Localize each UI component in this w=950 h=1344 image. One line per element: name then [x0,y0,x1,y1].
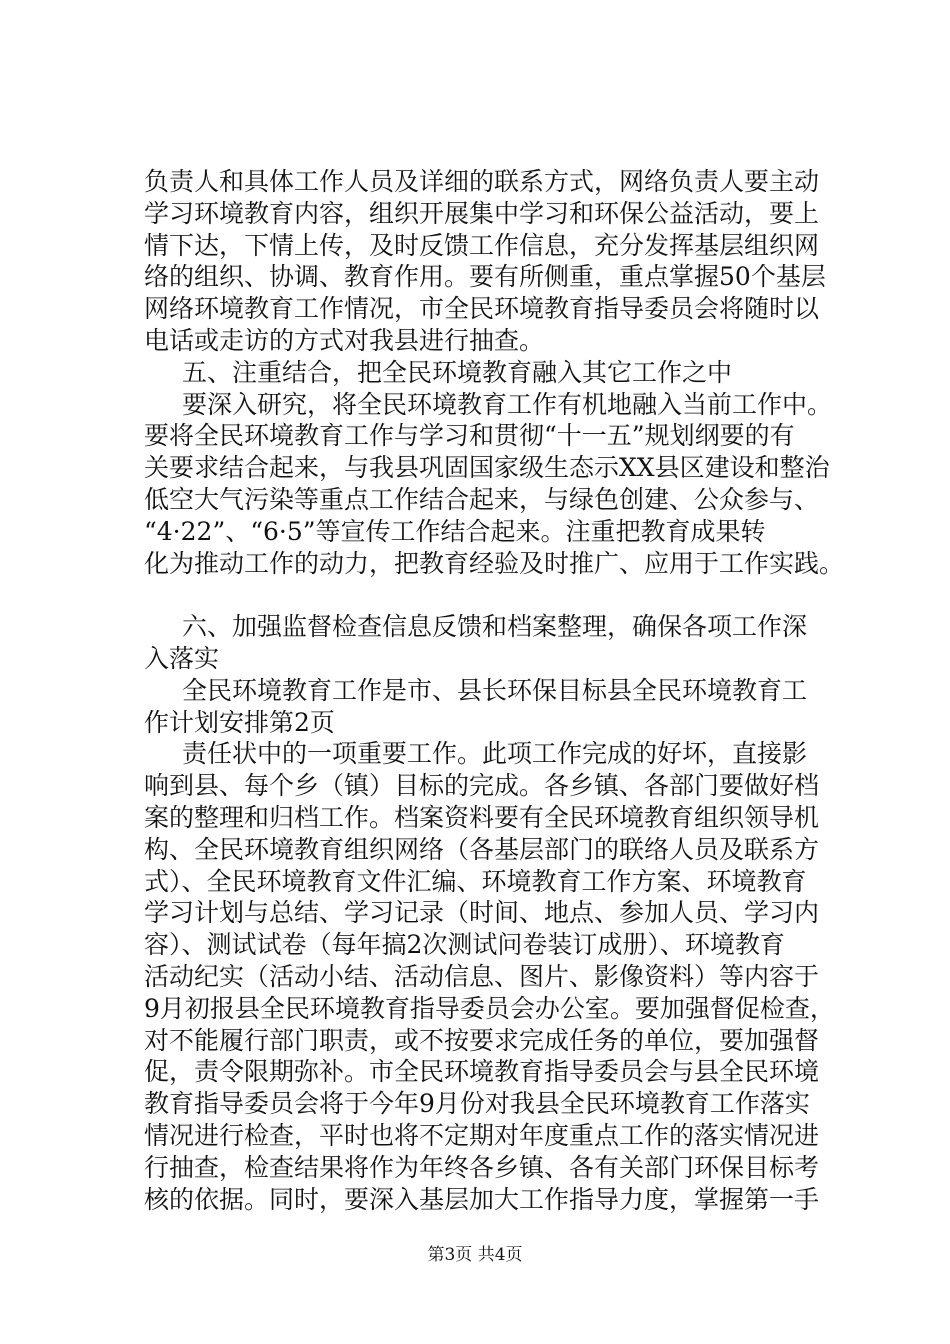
text-line: 化为推动工作的动力，把教育经验及时推广、应用于工作实践。 [144,548,845,578]
text-line: 网络环境教育工作情况，市全民环境教育指导委员会将随时以 [144,294,820,324]
text-line: 活动纪实（活动小结、活动信息、图片、影像资料）等内容于 [144,961,820,991]
text-line: “4·22”、“6·5”等宣传工作结合起来。注重把教育成果转 [144,516,766,546]
paragraph-gap [0,579,950,611]
text-line: 作计划安排第2页 [144,707,335,737]
text-line: 低空大气污染等重点工作结合起来，与绿色创建、公众参与、 [144,484,820,514]
text-line: 全民环境教育工作是市、县长环保目标县全民环境教育工 [182,675,808,705]
text-line: 学习环境教育内容，组织开展集中学习和环保公益活动，要上 [144,198,820,228]
text-line: 容）、测试试卷（每年搞2次测试问卷装订成册）、环境教育 [144,930,785,960]
text-line: 构、全民环境教育组织网络（各基层部门的联络人员及联系方 [144,834,820,864]
text-line: 促，责令限期弥补。市全民环境教育指导委员会与县全民环境 [144,1057,820,1087]
text-line: 关要求结合起来，与我县巩固国家级生态示XX县区建设和整治 [144,453,830,483]
text-line: 案的整理和归档工作。档案资料要有全民环境教育组织领导机 [144,802,820,832]
text-line: 行抽查，检查结果将作为年终各乡镇、各有关部门环保目标考 [144,1152,820,1182]
section-heading-5: 五、注重结合，把全民环境教育融入其它工作之中 [182,357,733,387]
text-line: 响到县、每个乡（镇）目标的完成。各乡镇、各部门要做好档 [144,771,820,801]
text-line: 对不能履行部门职责，或不按要求完成任务的单位，要加强督 [144,1025,820,1055]
text-line: 情下达，下情上传，及时反馈工作信息，充分发挥基层组织网 [144,230,820,260]
text-line: 要深入研究，将全民环境教育工作有机地融入当前工作中。 [182,389,833,419]
page-footer [0,1244,950,1266]
text-line: 负责人和具体工作人员及详细的联系方式，网络负责人要主动 [144,167,820,196]
text-line: 教育指导委员会将于今年9月份对我县全民环境教育工作落实 [144,1089,810,1119]
document-body [0,166,950,1215]
text-line: 情况进行检查，平时也将不定期对年度重点工作的落实情况进 [144,1120,820,1150]
text-line: 学习计划与总结、学习记录（时间、地点、参加人员、学习内 [144,898,820,928]
text-line: 电话或走访的方式对我县进行抽查。 [144,325,545,355]
text-line: 要将全民环境教育工作与学习和贯彻“十一五”规划纲要的有 [144,421,795,451]
text-line: 络的组织、协调、教育作用。要有所侧重，重点掌握50个基层 [144,262,826,292]
text-line: 式）、全民环境教育文件汇编、环境教育工作方案、环境教育 [144,866,807,896]
text-line: 9月初报县全民环境教育指导委员会办公室。要加强督促检查， [144,993,835,1023]
section-heading-6: 六、加强监督检查信息反馈和档案整理，确保各项工作深 [182,612,808,642]
text-line: 核的依据。同时，要深入基层加大工作指导力度，掌握第一手 [144,1184,820,1214]
page-number-label: 第3页 共4页 [427,1245,523,1265]
section-heading-6-cont: 入落实 [144,643,220,673]
text-line: 责任状中的一项重要工作。此项工作完成的好坏，直接影 [182,739,808,769]
